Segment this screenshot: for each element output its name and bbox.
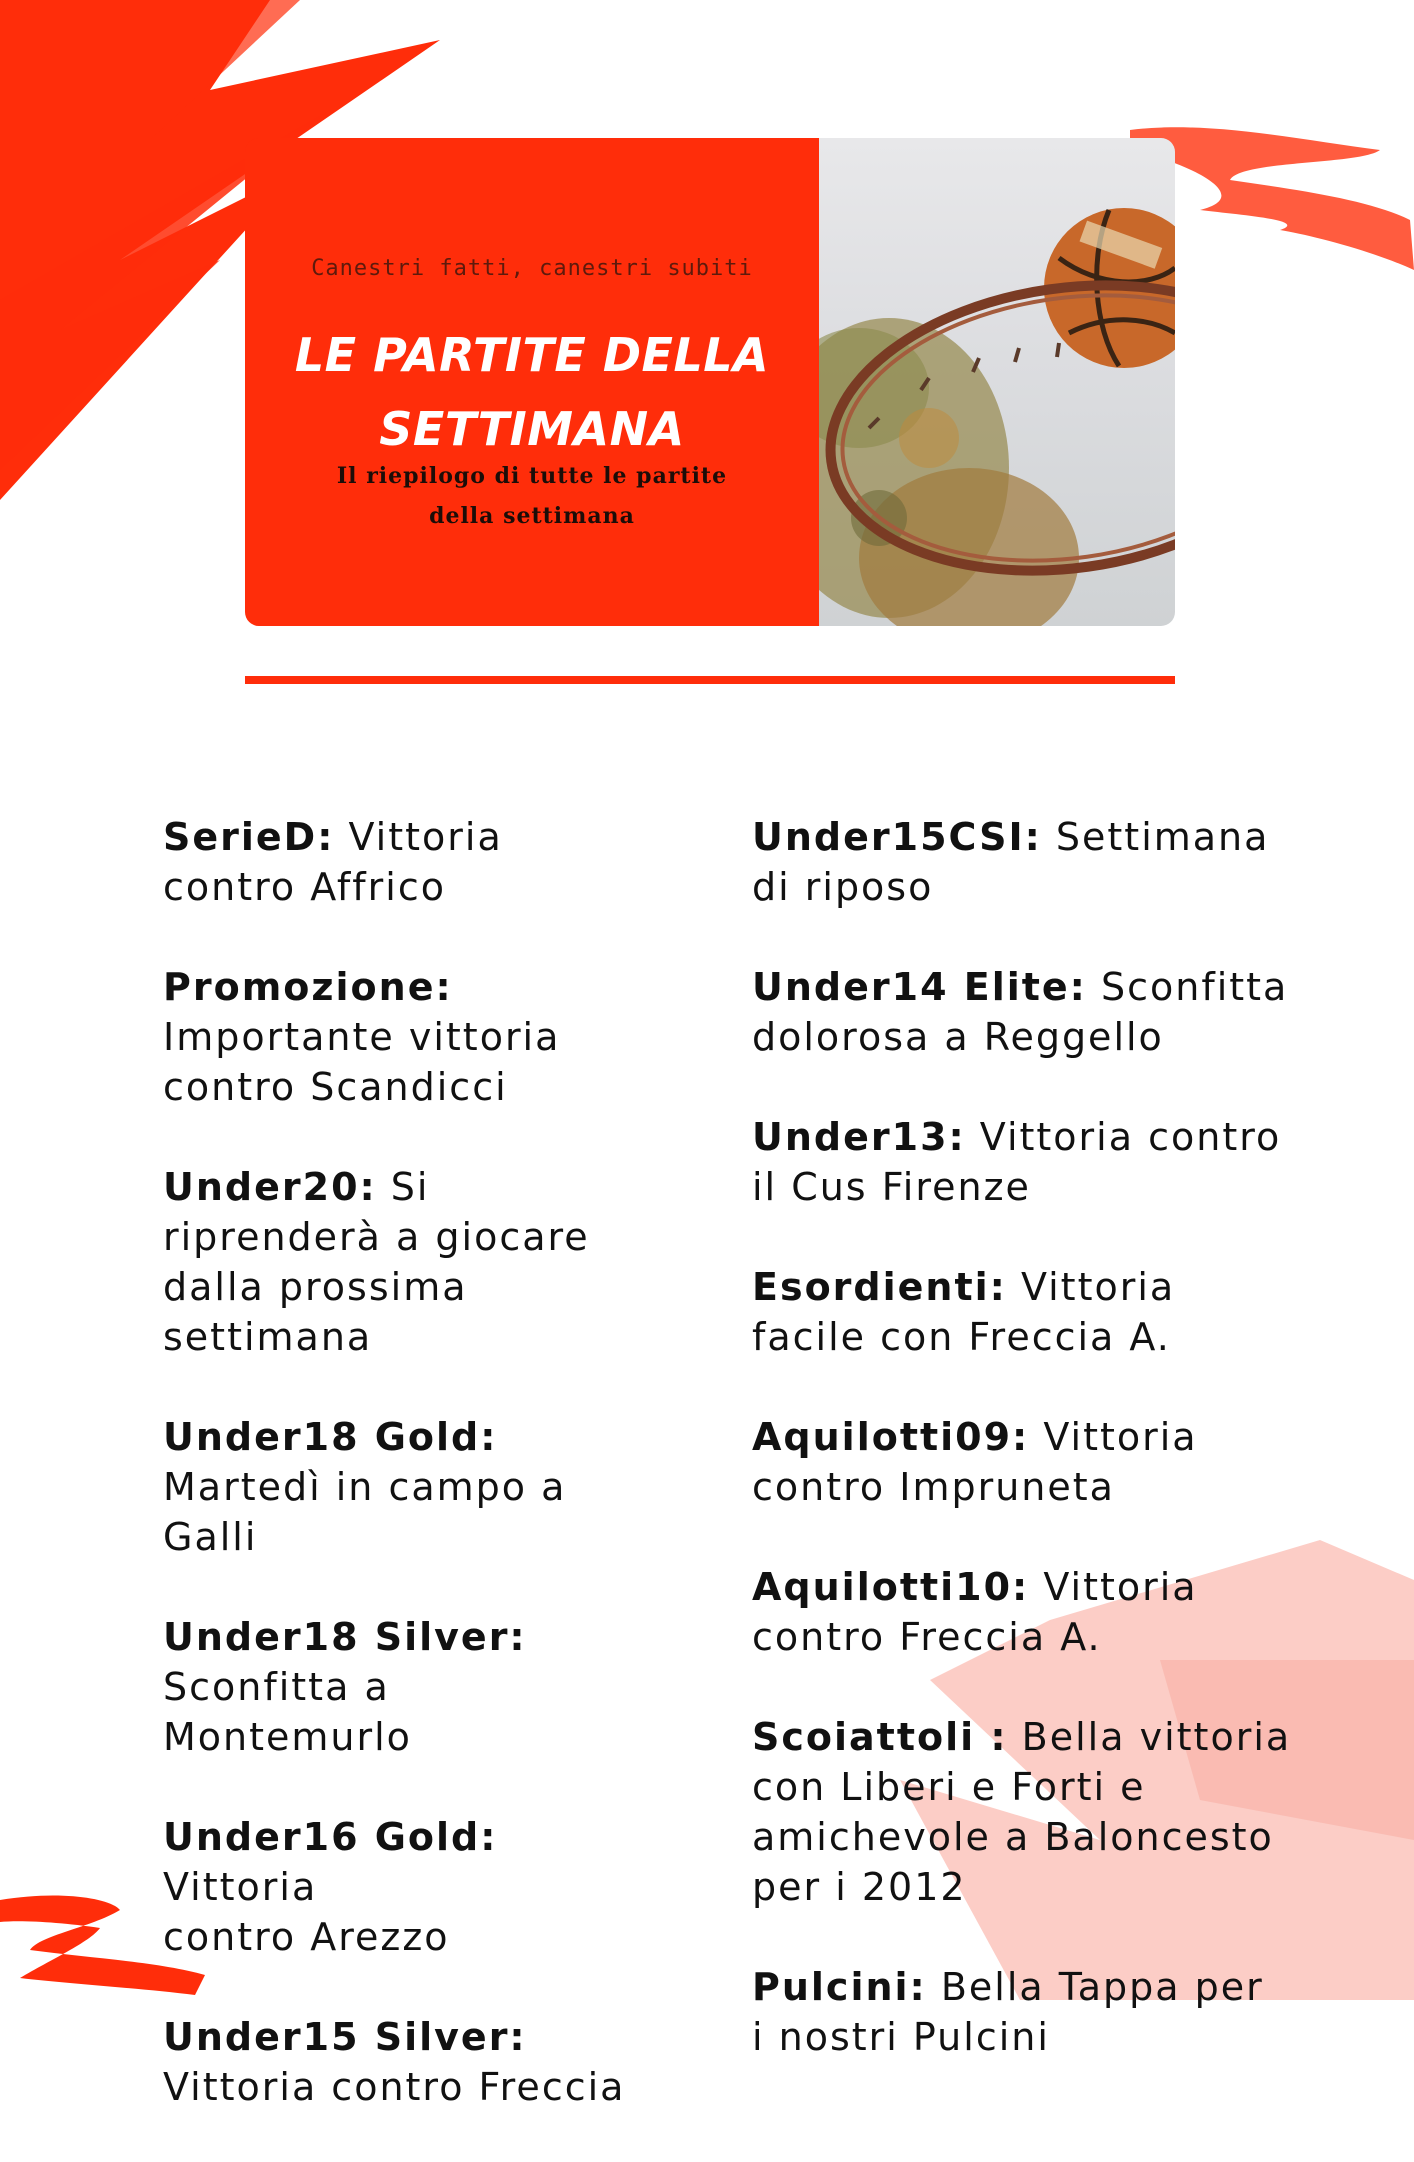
result-entry-under13: [752, 1112, 1312, 1212]
result-text: Importante vittoria contro Scandicci: [163, 1015, 561, 1109]
team-label: Aquilotti09:: [752, 1415, 1030, 1459]
team-label: Under13:: [752, 1115, 966, 1159]
result-text: Vittoria contro Impruneta: [752, 1415, 1198, 1509]
result-entry-pulcini: [752, 1962, 1312, 2062]
team-label: Aquilotti10:: [752, 1565, 1030, 1609]
team-label: Scoiattoli :: [752, 1715, 1008, 1759]
team-label: Under15CSI:: [752, 815, 1042, 859]
result-entry-promozione: [163, 962, 663, 1112]
result-entry-under20: [163, 1162, 663, 1362]
banner-title: [245, 318, 819, 466]
result-text: Vittoria contro Freccia: [163, 2065, 626, 2109]
header-banner: [245, 138, 1175, 626]
banner-title-line-1: LE PARTITE DELLA: [294, 328, 770, 382]
banner-text-panel: [245, 138, 819, 626]
result-entry-aquilotti10: [752, 1562, 1312, 1662]
result-entry-under16-gold: [163, 1812, 663, 1962]
team-label: Esordienti:: [752, 1265, 1007, 1309]
result-entry-seried: [163, 812, 663, 912]
result-text: Bella vittoria con Liberi e Forti e amichevole a Baloncesto per i 2012: [752, 1715, 1292, 1909]
divider-rule: [245, 676, 1175, 684]
team-label: Under18 Silver:: [163, 1615, 527, 1659]
team-label: Promozione:: [163, 965, 453, 1009]
result-entry-aquilotti09: [752, 1412, 1312, 1512]
result-entry-under18-silver: [163, 1612, 663, 1762]
results-right-column: [752, 762, 1312, 2112]
team-label: Pulcini:: [752, 1965, 927, 2009]
team-label: SerieD:: [163, 815, 335, 859]
result-text: Vittoria contro Affrico: [163, 815, 503, 909]
results-left-column: [163, 762, 663, 2162]
result-entry-under14-elite: [752, 962, 1312, 1062]
team-label: Under18 Gold:: [163, 1415, 498, 1459]
result-text: Martedì in campo a Galli: [163, 1465, 567, 1559]
result-text: Sconfitta dolorosa a Reggello: [752, 965, 1289, 1059]
team-label: Under20:: [163, 1165, 377, 1209]
team-label: Under16 Gold:: [163, 1815, 498, 1859]
result-text: Settimana di riposo: [752, 815, 1270, 909]
result-entry-scoiattoli: [752, 1712, 1312, 1912]
result-entry-under18-gold: [163, 1412, 663, 1562]
banner-kicker: Canestri fatti, canestri subiti: [311, 256, 753, 281]
result-text: Vittoria contro il Cus Firenze: [752, 1115, 1282, 1209]
banner-title-line-2: SETTIMANA: [379, 402, 685, 456]
basketball-hoop-photo: [819, 138, 1175, 626]
result-text: Bella Tappa per i nostri Pulcini: [752, 1965, 1264, 2059]
result-text: Si riprenderà a giocare dalla prossima settimana: [163, 1165, 590, 1359]
team-label: Under15 Silver:: [163, 2015, 527, 2059]
result-entry-under15-silver: [163, 2012, 663, 2112]
result-entry-under15csi: [752, 812, 1312, 912]
banner-subtitle-line-2: della settimana: [429, 503, 635, 529]
team-label: Under14 Elite:: [752, 965, 1087, 1009]
result-text: Vittoria facile con Freccia A.: [752, 1265, 1176, 1359]
result-entry-esordienti: [752, 1262, 1312, 1362]
banner-subtitle: [245, 456, 819, 536]
result-text: Vittoria contro Freccia A.: [752, 1565, 1198, 1659]
result-text: Vittoria contro Arezzo: [163, 1865, 450, 1959]
banner-subtitle-line-1: Il riepilogo di tutte le partite: [336, 463, 728, 489]
result-text: Sconfitta a Montemurlo: [163, 1665, 412, 1759]
